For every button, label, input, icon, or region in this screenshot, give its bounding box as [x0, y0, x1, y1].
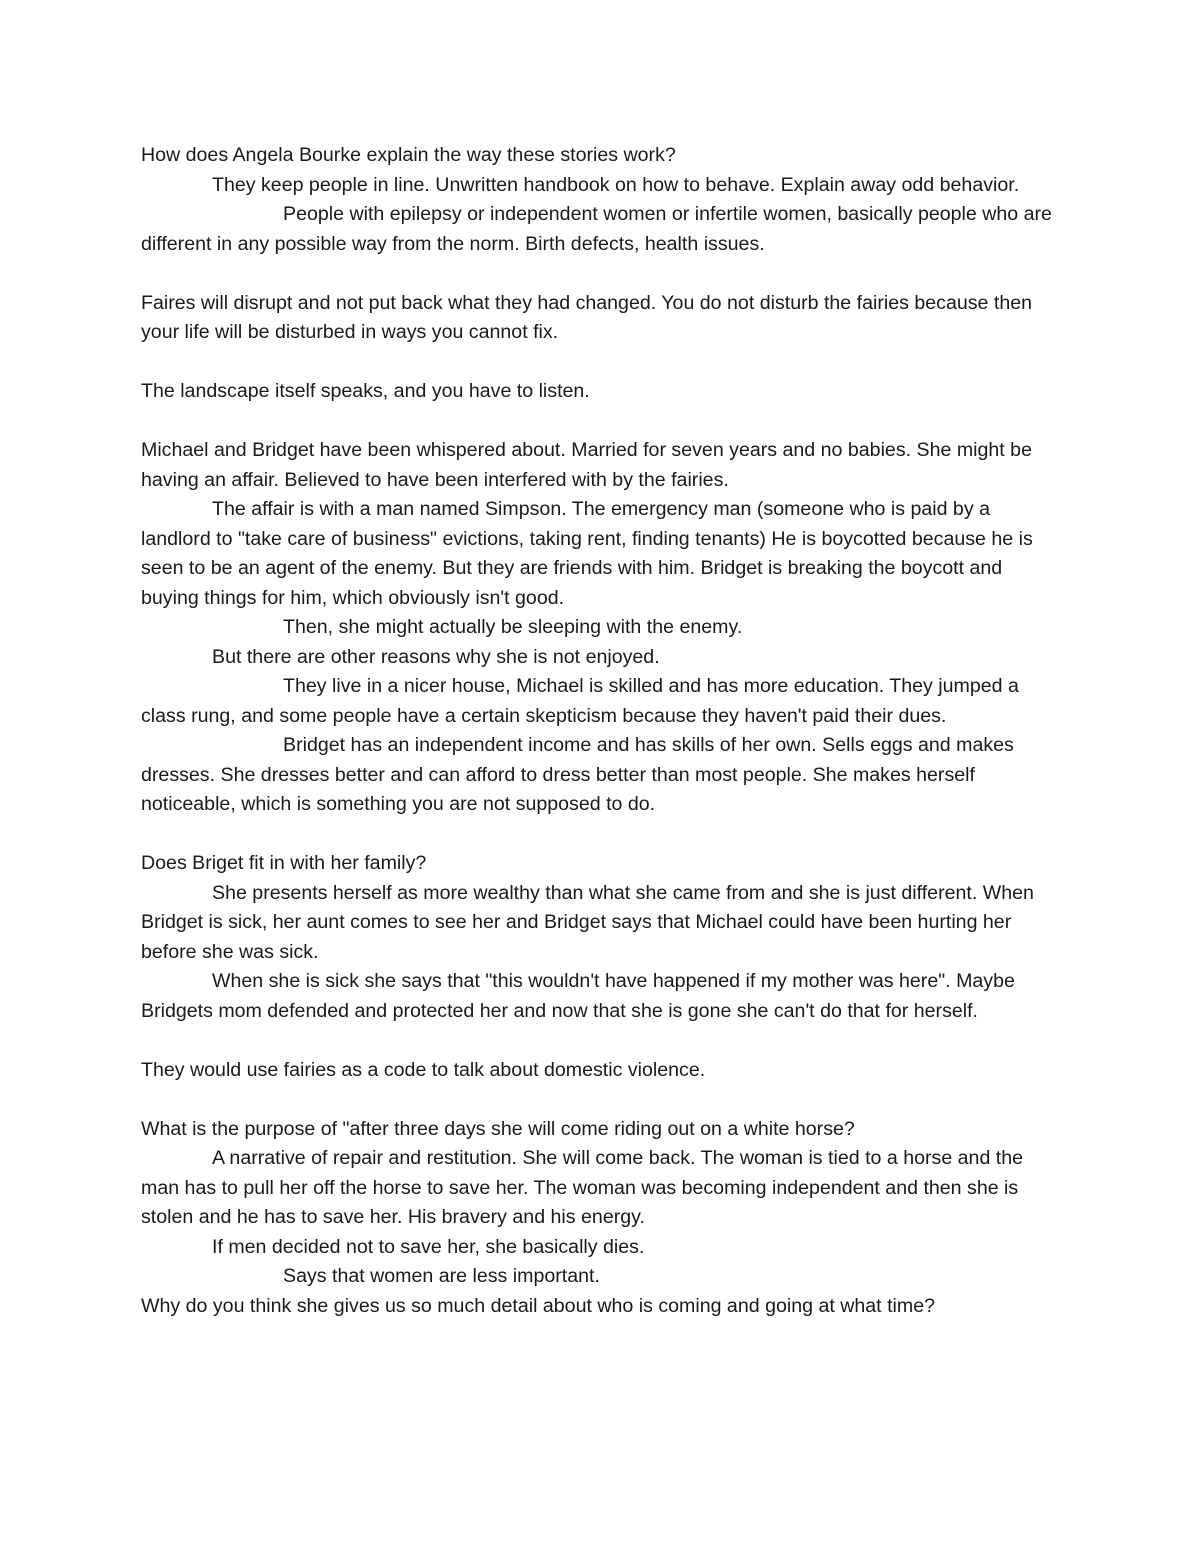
paragraph-michael-and-bridget: Michael and Bridget have been whispered about. Married for seven years and no babies. She might be having an affair. Believed to have been interfered with by the fairies.: [141, 439, 1032, 491]
paragraph-spacer: [141, 259, 1061, 289]
answer-presents-wealthy: She presents herself as more wealthy than what she came from and she is just different. When Bridget is sick, her aunt comes to see her and Bridget says that Michael could have been hurting her before she was sick.: [141, 881, 1034, 963]
paragraph-faires-disrupt: Faires will disrupt and not put back what they had changed. You do not disturb the fairies because then your life will be disturbed in ways you cannot fix.: [141, 291, 1033, 343]
note-independent-income: Bridget has an independent income and has skills of her own. Sells eggs and makes dresses. She dresses better and can afford to dress better than most people. She makes herself noticeable, which is something you are not supposed to do.: [141, 734, 1014, 815]
note-other-reasons: But there are other reasons why she is not enjoyed.: [212, 645, 660, 668]
note-nicer-house: They live in a nicer house, Michael is skilled and has more education. They jumped a class rung, and some people have a certain skepticism because they haven't paid their dues.: [141, 675, 1019, 727]
question-white-horse: What is the purpose of "after three days she will come riding out on a white horse?: [141, 1117, 855, 1140]
question-briget-family: Does Briget fit in with her family?: [141, 852, 427, 874]
answer-keep-people-in-line: They keep people in line. Unwritten handbook on how to behave. Explain away odd behavior.: [212, 173, 1020, 196]
note-affair-simpson: The affair is with a man named Simpson. The emergency man (someone who is paid by a landlord to "take care of business" evictions, taking rent, finding tenants) He is boycotted because he is seen to be an agent of the enemy. But they are friends with him. Bridget is breaking the boycott and buying things for him, which obviously isn't good.: [141, 498, 1033, 609]
question-angela-bourke: How does Angela Bourke explain the way these stories work?: [141, 144, 676, 166]
paragraph-spacer: [141, 820, 1061, 850]
question-coming-and-going: Why do you think she gives us so much detail about who is coming and going at what time?: [141, 1294, 935, 1317]
paragraph-spacer: [141, 1026, 1061, 1056]
document-body: [141, 141, 1061, 1321]
note-sleeping-with-enemy: Then, she might actually be sleeping with the enemy.: [283, 616, 743, 638]
paragraph-spacer: [141, 407, 1061, 437]
answer-mother-was-here: When she is sick she says that "this wouldn't have happened if my mother was here". Maybe Bridgets mom defended and protected her and now that she is gone she can't do that for herself.: [141, 970, 1015, 1022]
answer-men-decided: If men decided not to save her, she basically dies.: [212, 1235, 645, 1258]
paragraph-landscape-speaks: The landscape itself speaks, and you have to listen.: [141, 380, 590, 402]
answer-narrative-of-repair: A narrative of repair and restitution. She will come back. The woman is tied to a horse and the man has to pull her off the horse to save her. The woman was becoming independent and then she is stolen and he has to save her. His bravery and his energy.: [141, 1147, 1024, 1228]
paragraph-spacer: [141, 348, 1061, 378]
note-people-with-epilepsy: People with epilepsy or independent women or infertile women, basically people who are different in any possible way from the norm. Birth defects, health issues.: [141, 203, 1052, 255]
paragraph-spacer: [141, 1085, 1061, 1115]
note-women-less-important: Says that women are less important.: [283, 1265, 600, 1287]
paragraph-fairies-code: They would use fairies as a code to talk about domestic violence.: [141, 1058, 706, 1081]
